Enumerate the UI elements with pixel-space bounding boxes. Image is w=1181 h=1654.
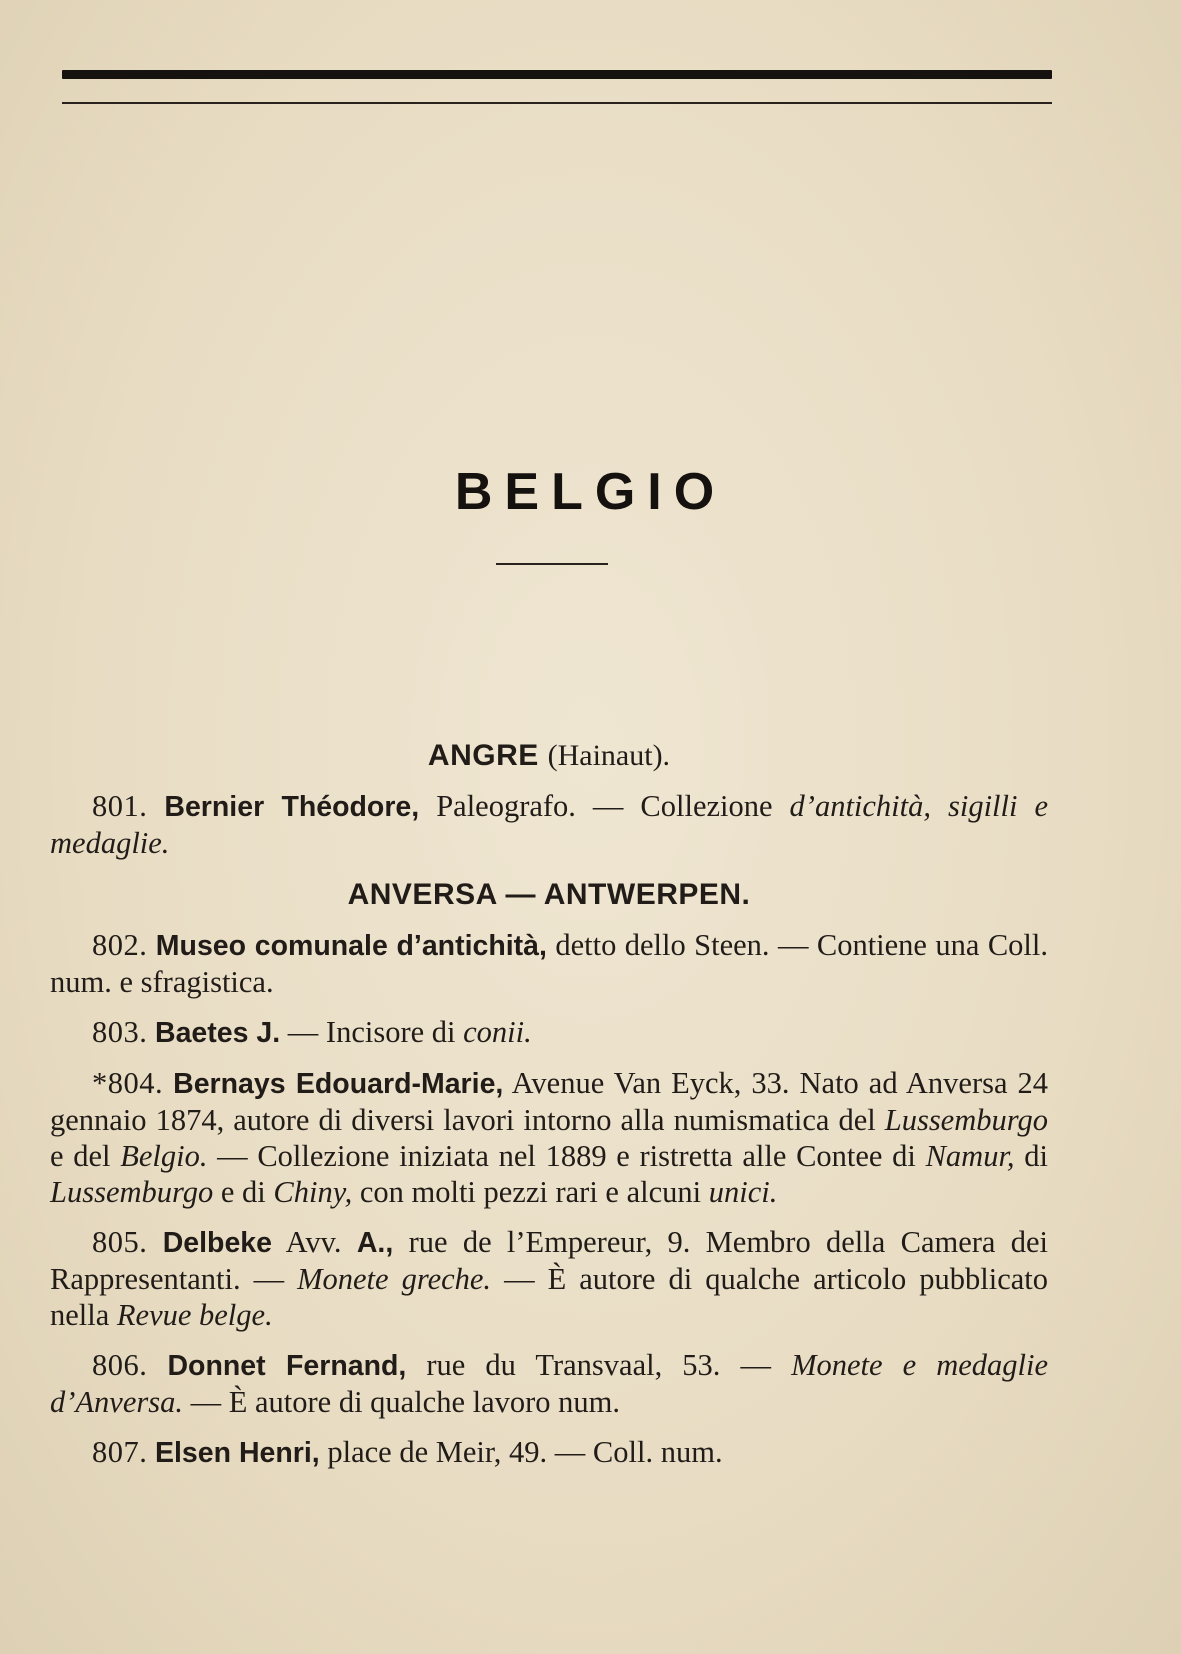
- city-heading-angre: [50, 736, 1048, 776]
- entry-text: detto dello Steen. — Contiene una Coll. num. e sfragistica.: [50, 928, 1048, 999]
- entry-text: e del: [50, 1139, 121, 1173]
- header-thin-rule: [62, 102, 1052, 104]
- entry-text: e di: [213, 1175, 274, 1209]
- entry-text: place de Meir, 49. — Coll. num.: [319, 1435, 723, 1469]
- entry-italic: d’antichità, sigilli e medaglie.: [50, 789, 1048, 860]
- entry-805: [50, 1224, 1048, 1333]
- entry-text: Paleografo. — Collezione: [419, 789, 790, 823]
- entry-italic: Monete e medaglie d’Anversa.: [50, 1348, 1048, 1419]
- entry-text: — Collezione iniziata nel 1889 e ristretta alle Contee di: [207, 1139, 926, 1173]
- entry-text: Avv.: [272, 1225, 357, 1259]
- entry-name: Bernier Théodore,: [164, 791, 420, 823]
- entry-803: [50, 1014, 1048, 1051]
- entry-801: [50, 788, 1048, 861]
- entry-number: 807.: [92, 1435, 148, 1469]
- entry-number: 803.: [92, 1015, 148, 1049]
- entry-text: Avenue Van Eyck, 33. Nato ad Anversa 24 gennaio 1874, autore di diversi lavori intorno alla numismatica del: [50, 1066, 1048, 1137]
- entry-number: 806.: [92, 1348, 148, 1382]
- title-rule: [496, 563, 608, 565]
- entry-802: [50, 927, 1048, 1000]
- entry-italic: Monete greche.: [297, 1262, 492, 1296]
- entry-text: rue du Transvaal, 53. —: [406, 1348, 792, 1382]
- entry-text: con molti pezzi rari e alcuni: [352, 1175, 709, 1209]
- entry-text: di: [1014, 1139, 1048, 1173]
- entry-text: — Incisore di: [280, 1015, 464, 1049]
- entry-name: Baetes J.: [155, 1017, 281, 1049]
- entry-text: — È autore di qualche lavoro num.: [182, 1385, 621, 1419]
- entry-name: Delbeke: [162, 1227, 272, 1259]
- entry-text: rue de l’Empereur, 9. Membro della Camera dei Rappresentanti. —: [50, 1225, 1048, 1296]
- entry-number: 801.: [92, 789, 148, 823]
- entry-italic: Revue belge.: [116, 1298, 273, 1332]
- entry-italic: unici.: [708, 1175, 778, 1209]
- directory-text: [50, 736, 1048, 1485]
- entry-italic: Chiny,: [273, 1175, 353, 1209]
- entry-806: [50, 1347, 1048, 1420]
- entry-italic: Belgio.: [120, 1139, 208, 1173]
- entry-italic: Lussemburgo: [50, 1175, 214, 1209]
- entry-italic: conii.: [463, 1015, 532, 1049]
- entry-807: [50, 1434, 1048, 1471]
- entry-804: [50, 1065, 1048, 1210]
- city-name: ANGRE: [427, 739, 539, 772]
- entry-italic: Lussemburgo: [884, 1103, 1048, 1137]
- entry-number: *804.: [92, 1066, 164, 1100]
- entry-italic: Namur,: [925, 1139, 1015, 1173]
- entry-text: — È autore di qualche articolo pubblicato nella: [50, 1262, 1048, 1332]
- entry-number: 802.: [92, 928, 148, 962]
- entry-name: A.,: [356, 1227, 394, 1259]
- city-heading-anversa: [50, 875, 1048, 915]
- city-name: ANVERSA — ANTWERPEN.: [347, 878, 751, 911]
- entry-name: Elsen Henri,: [155, 1437, 320, 1469]
- entry-name: Museo comunale d’antichità,: [155, 930, 547, 962]
- city-region: (Hainaut).: [547, 739, 671, 772]
- header-thick-rule: [62, 70, 1052, 79]
- entry-name: Bernays Edouard-Marie,: [173, 1068, 504, 1100]
- page-title: BELGIO: [454, 463, 727, 521]
- entry-name: Donnet Fernand,: [167, 1350, 407, 1382]
- entry-number: 805.: [92, 1225, 148, 1259]
